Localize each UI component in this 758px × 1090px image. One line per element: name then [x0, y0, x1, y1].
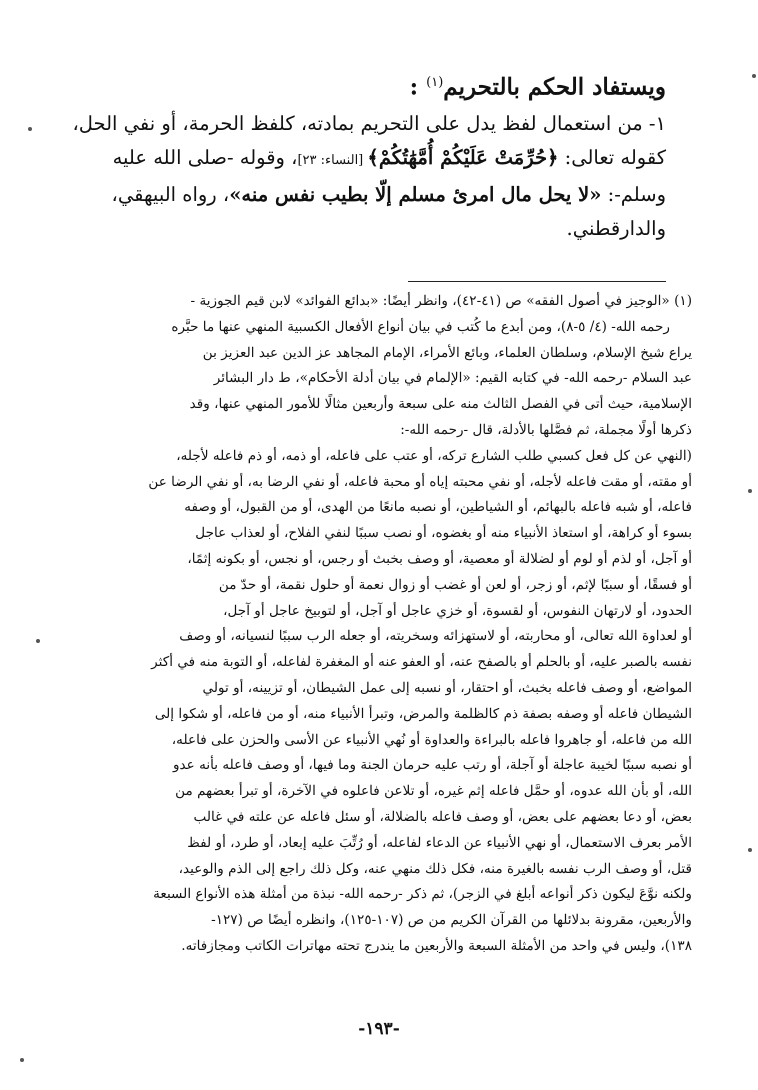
hadith-text: «لا يحل مال امرئ مسلم إلّا بطيب نفس منه» [229, 183, 602, 206]
main-line-3 [64, 178, 666, 212]
footnote-line: عبد السلام -رحمه الله- في كتابه القيم: «الإلمام في بيان أدلة الأحكام»، ط دار البشائر [213, 370, 692, 387]
footnote-line: نفسه بالصبر عليه، أو بالحلم أو بالصفح عنه، أو العفو عنه أو المغفرة لفاعله، أو التوبة منه في أكثر [151, 654, 692, 671]
footnote-line: أو نصبه سببًا لخيبة عاجلة أو آجلة، أو رتب عليه حرمان الجنة وما فيها، أو وصف فاعله بأنه عدو [172, 757, 692, 774]
footnote-line: أو آجل، أو لذم أو لوم أو لضلالة أو معصية، أو وصف بخبث أو رجس، أو نجس، أو بكونه إثمًا، [187, 550, 692, 567]
footnote-line: بعض، أو دعا بعضهم على بعض، أو وصف فاعله بالضلالة، أو سئل فاعله عن علته في غالب [193, 808, 692, 825]
main-line-3-tail: ، رواه البيهقي، [111, 183, 230, 206]
footnote-block [64, 289, 692, 960]
footnote-line: يراع شيخ الإسلام، وسلطان العلماء، وبائع الأمراء، الإمام المجاهد عز الدين عبد العزيز بن [202, 344, 692, 361]
heading-colon: : [409, 73, 419, 101]
footnote-separator [408, 281, 666, 282]
footnote-line: الأمر بعرف الاستعمال، أو نهي الأنبياء عن الدعاء لفاعله، أو رُتِّبَ عليه إبعاد، أو طرد، أو لفظ [187, 834, 692, 851]
page-number: -١٩٣- [358, 1019, 400, 1039]
scan-speck [748, 489, 752, 493]
main-line-1: ١- من استعمال لفظ يدل على التحريم بمادته، كلفظ الحرمة، أو نفي الحل، [72, 112, 666, 135]
scan-speck [748, 848, 752, 852]
footnote-line: الله من فاعله، أو جاهروا فاعله بالبراءة والعداوة أو نُهي الأنبياء عن الأسى والحزن على فاعله، [171, 731, 692, 748]
footnote-line: قتل، أو وصف الرب نفسه بالغيرة منه، فكل ذلك منهي عنه، وكل ذلك راجع إلى الذم والوعيد، [178, 860, 692, 877]
footnote-line: رحمه الله- (٤/ ٥-٨)، ومن أبدع ما كُتب في بيان أنواع الأفعال الكسبية المنهي عنها ما حبَّره [171, 318, 670, 335]
scan-speck [28, 127, 32, 131]
footnote-line: أو فسقًا، أو سببًا لإثم، أو زجر، أو لعن أو غضب أو زوال نعمة أو حلول نقمة، أو حدّ من [218, 576, 692, 593]
section-heading [64, 66, 666, 105]
main-line-2 [64, 141, 666, 178]
footnote-line: الله، أو بأن الله عدوه، أو حمَّل فاعله إثم غيره، أو تلاعن فاعلوه في الآخرة، أو تبرأ بعضهم من [175, 783, 692, 800]
quran-reference: [النساء: ٢٣] [297, 153, 368, 168]
footnote-line: والأربعين، مقرونة بدلائلها من القرآن الكريم من ص (١٠٧-١٢٥)، وانظره أيضًا ص (١٢٧- [211, 912, 692, 929]
footnote-line: ١٣٨)، وليس في واحد من الأمثلة السبعة والأربعين ما يندرج تحته مهاترات الكاتب ومجازفاته. [181, 937, 692, 954]
footnote-reference[interactable]: (١) [426, 75, 444, 90]
heading-text: ويستفاد الحكم بالتحريم [443, 73, 666, 101]
footnote-line: الإسلامية، حيث أتى في الفصل الثالث منه على سبعة وأربعين مثالًا للأمور المنهي عنها، وقد [189, 396, 692, 413]
footnote-line: أو لعداوة الله تعالى، أو محاربته، أو لاستهزائه وسخريته، أو جعله الرب سببًا لنسيانه، أو وصف [179, 628, 692, 645]
footnote-line: أو مقته، أو مقت فاعله لأجله، أو نفي محبته إياه أو محبة فاعله، أو نفي الرضا به، أو نفي الرضا عن [148, 473, 692, 490]
footnote-line: فاعله، أو شبه فاعله بالبهائم، أو الشياطين، أو نصبه مانعًا من الهدى، أو من القبول، أو وصفه [184, 499, 692, 516]
footnote-line: بسوء أو كراهة، أو استعاذ الأنبياء منه أو بغضوه، أو نصب سببًا لنفي الفلاح، أو لعذاب عاجل [195, 525, 692, 542]
main-line-4: والدارقطني. [566, 217, 666, 240]
footnote-line: ولكنه نوَّعَ ليكون ذكر أنواعه أبلغ في الزجر)، ثم ذكر -رحمه الله- نبذة من أمثلة هذه الأنواع السبعة [153, 886, 692, 903]
main-line-2-lead: كقوله تعالى: [558, 146, 666, 169]
scan-speck [36, 639, 40, 643]
main-line-3-lead: وسلم-: [601, 183, 666, 206]
footnote-line: (النهي عن كل فعل كسبي طلب الشارع تركه، أو عتب على فاعله، أو ذمه، أو ذم فاعله لأجله، [176, 447, 692, 464]
footnote-line: ذكرها أولًا مجملة، ثم فصَّلها بالأدلة، قال -رحمه الله-: [400, 421, 692, 438]
footnote-line: المواضع، أو وصف فاعله بخبث، أو احتقار، أو نسبه إلى عمل الشيطان، أو تزيينه، أو تولي [202, 679, 692, 696]
footnote-line: الحدود، أو لارتهان النفوس، أو لقسوة، أو خزي عاجل أو آجل، أو لتوبيخ عاجل أو آجل، [223, 602, 692, 619]
quran-verse: ﴿حُرِّمَتْ عَلَيْكُمْ أُمَّهَٰتُكُمْ﴾ [367, 146, 559, 169]
scan-speck [752, 74, 756, 78]
main-paragraph [64, 107, 666, 246]
scan-speck [20, 1058, 24, 1062]
footnote-line: الشيطان فاعله أو وصفه بصفة ذم كالظلمة والمرض، وتبرأ الأنبياء منه، أو من فاعله، أو شكوا إلى [154, 705, 692, 722]
footnote-line: (١) «الوجيز في أصول الفقه» ص (٤١-٤٢)، وانظر أيضًا: «بدائع الفوائد» لابن قيم الجوزية - [190, 293, 692, 309]
main-line-2-tail: ، وقوله -صلى الله عليه [112, 146, 298, 169]
